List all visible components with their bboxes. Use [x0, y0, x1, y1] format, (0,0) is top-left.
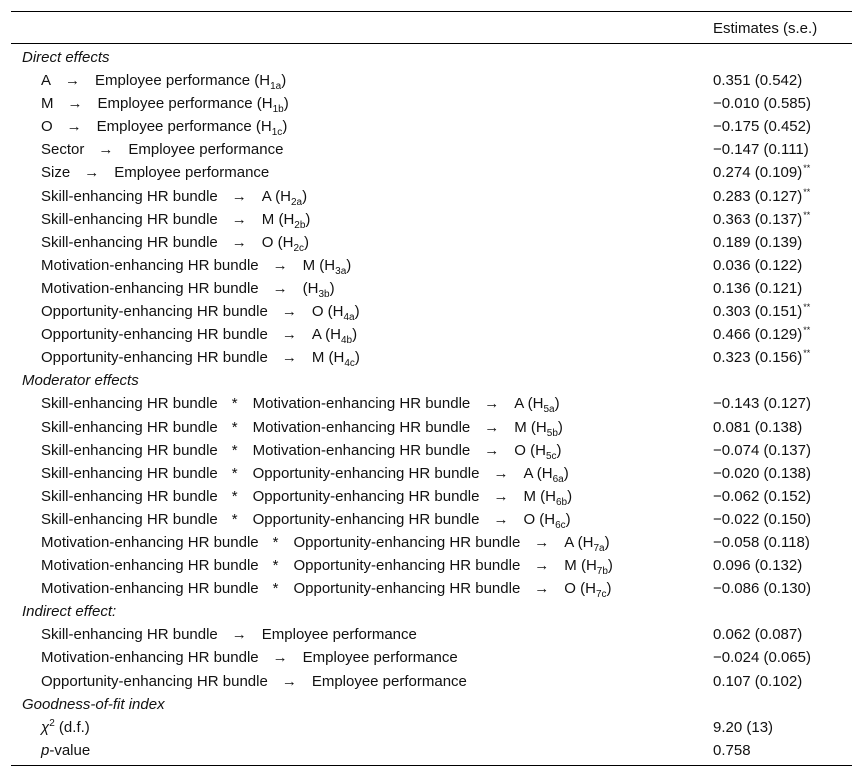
path-term: Motivation-enhancing HR bundle — [41, 557, 259, 575]
section-heading: Goodness-of-fit index — [22, 695, 165, 713]
estimate-value — [713, 580, 811, 597]
path-term: Opportunity-enhancing HR bundle — [293, 533, 521, 551]
closing-paren: ) — [607, 557, 613, 575]
arrow-glyph: → — [281, 326, 297, 344]
table-body — [11, 44, 852, 765]
closing-paren: ) — [329, 279, 335, 297]
arrow-glyph: → — [66, 118, 82, 136]
closing-paren: ) — [281, 72, 287, 90]
estimate-value — [713, 419, 802, 436]
path-term: Employee performance (H — [96, 118, 272, 136]
arrow-glyph: → — [231, 187, 247, 205]
hypothesis-subscript: 6c — [555, 519, 566, 531]
significance-marker: ** — [803, 302, 811, 313]
closing-paren: ) — [567, 487, 573, 505]
interaction-glyph: * — [231, 464, 238, 482]
path-term: Opportunity-enhancing HR bundle — [252, 510, 480, 528]
row-label — [41, 349, 360, 370]
row-label — [41, 118, 288, 139]
path-term: O (H — [523, 510, 556, 528]
interaction-glyph: * — [272, 580, 279, 598]
estimate-text: 0.283 (0.127) — [713, 187, 803, 205]
path-term: Skill-enhancing HR bundle — [41, 464, 218, 482]
hypothesis-subscript: 4a — [343, 312, 355, 324]
estimate-value — [713, 280, 802, 297]
estimate-value — [713, 534, 810, 551]
path-term: Skill-enhancing HR bundle — [41, 233, 218, 251]
arrow-glyph: → — [534, 533, 550, 551]
path-term: Motivation-enhancing HR bundle — [252, 395, 471, 413]
section-heading: Indirect effect: — [22, 603, 117, 621]
arrow-glyph: → — [231, 210, 247, 228]
path-term: M (H — [302, 256, 336, 274]
estimate-text: 9.20 (13) — [713, 718, 774, 736]
table-row — [11, 300, 852, 323]
significance-marker: ** — [803, 186, 811, 197]
results-table — [11, 0, 852, 766]
path-term: Skill-enhancing HR bundle — [41, 395, 218, 413]
hypothesis-subscript: 7a — [593, 542, 605, 554]
estimate-text: −0.074 (0.137) — [713, 441, 811, 459]
row-label — [41, 673, 467, 690]
path-term: O (H — [514, 441, 546, 459]
estimate-text: 0.062 (0.087) — [713, 626, 803, 644]
table-row — [11, 531, 852, 554]
hypothesis-subscript: 5c — [545, 450, 557, 462]
hypothesis-subscript: 3a — [335, 265, 347, 277]
table-row — [11, 392, 852, 415]
section-heading-row — [11, 693, 852, 716]
p-symbol: p — [41, 741, 50, 759]
path-term: Opportunity-enhancing HR bundle — [252, 464, 480, 482]
path-term: Opportunity-enhancing HR bundle — [41, 672, 268, 690]
path-term: Motivation-enhancing HR bundle — [41, 649, 259, 667]
row-label — [41, 141, 283, 158]
arrow-glyph: → — [65, 72, 81, 90]
estimate-text: 0.758 — [713, 741, 751, 759]
interaction-glyph: * — [231, 395, 238, 413]
path-term: O (H — [311, 303, 344, 321]
bottom-rule — [11, 765, 852, 766]
estimate-text: −0.086 (0.130) — [713, 580, 811, 598]
arrow-glyph: → — [231, 233, 247, 251]
section-heading-row — [11, 46, 852, 69]
path-term: Employee performance — [261, 626, 417, 644]
estimate-value — [713, 164, 810, 181]
row-label — [41, 510, 571, 531]
significance-marker: ** — [803, 325, 811, 336]
table-row — [11, 554, 852, 577]
closing-paren: ) — [604, 533, 610, 551]
row-label — [41, 418, 563, 439]
closing-paren: ) — [282, 118, 288, 136]
path-term: O (H — [261, 233, 294, 251]
closing-paren: ) — [565, 510, 571, 528]
estimate-value — [713, 349, 810, 366]
row-label — [41, 441, 562, 462]
estimate-text: −0.175 (0.452) — [713, 118, 811, 136]
estimate-value — [713, 557, 802, 574]
table-row — [11, 670, 852, 693]
section-heading-row — [11, 600, 852, 623]
table-row — [11, 208, 852, 231]
estimate-value — [713, 326, 810, 343]
path-term: Opportunity-enhancing HR bundle — [293, 580, 521, 598]
path-term: M — [41, 95, 54, 113]
estimate-text: 0.303 (0.151) — [713, 303, 803, 321]
arrow-glyph: → — [534, 557, 550, 575]
hypothesis-subscript: 6a — [552, 473, 564, 485]
hypothesis-subscript: 7b — [596, 566, 608, 578]
row-label — [41, 626, 417, 643]
section-heading-row — [11, 369, 852, 392]
row-label — [41, 256, 352, 277]
arrow-glyph: → — [493, 487, 509, 505]
section-heading: Moderator effects — [22, 372, 139, 390]
estimate-value — [713, 626, 802, 643]
table-row — [11, 69, 852, 92]
interaction-glyph: * — [231, 510, 238, 528]
estimate-value — [713, 118, 811, 135]
significance-marker: ** — [803, 209, 811, 220]
arrow-glyph: → — [231, 626, 247, 644]
estimate-value — [713, 95, 811, 112]
path-term: O (H — [564, 580, 596, 598]
estimate-value — [713, 673, 802, 690]
table-row — [11, 716, 852, 739]
estimate-value — [713, 257, 802, 274]
table-row — [11, 577, 852, 600]
arrow-glyph: → — [281, 303, 297, 321]
hypothesis-subscript: 2a — [290, 196, 303, 208]
table-row — [11, 739, 852, 762]
path-term: Employee performance — [302, 649, 458, 667]
interaction-glyph: * — [231, 418, 238, 436]
estimate-value — [713, 649, 811, 666]
significance-marker: ** — [803, 348, 811, 359]
arrow-glyph: → — [67, 95, 83, 113]
arrow-glyph: → — [281, 672, 297, 690]
estimate-text: −0.058 (0.118) — [713, 533, 810, 551]
estimate-text: −0.024 (0.065) — [713, 649, 811, 667]
interaction-glyph: * — [231, 487, 238, 505]
row-label — [41, 233, 310, 254]
closing-paren: ) — [302, 187, 308, 205]
estimate-value — [713, 442, 811, 459]
estimate-text: −0.147 (0.111) — [713, 141, 809, 159]
table-row — [11, 138, 852, 161]
path-term: Motivation-enhancing HR bundle — [252, 418, 471, 436]
path-term: Opportunity-enhancing HR bundle — [293, 557, 521, 575]
estimate-text: 0.036 (0.122) — [713, 256, 803, 274]
row-label — [41, 72, 287, 93]
row-label — [41, 580, 612, 601]
path-term: Motivation-enhancing HR bundle — [252, 441, 471, 459]
closing-paren: ) — [354, 303, 360, 321]
arrow-glyph: → — [98, 141, 114, 159]
table-row — [11, 462, 852, 485]
table-row — [11, 346, 852, 369]
row-label — [41, 649, 458, 666]
arrow-glyph: → — [484, 395, 500, 413]
hypothesis-subscript: 4c — [344, 358, 355, 370]
arrow-glyph: → — [493, 510, 509, 528]
row-label — [41, 95, 289, 116]
closing-paren: ) — [304, 233, 310, 251]
path-term: Sector — [41, 141, 85, 159]
row-label — [41, 279, 335, 300]
row-label — [41, 487, 573, 508]
interaction-glyph: * — [272, 533, 279, 551]
row-label — [41, 164, 269, 181]
estimate-value — [713, 188, 810, 205]
estimate-value — [713, 303, 810, 320]
estimate-text: 0.107 (0.102) — [713, 672, 803, 690]
closing-paren: ) — [557, 418, 563, 436]
path-term: Employee performance — [128, 141, 284, 159]
row-label — [41, 326, 358, 347]
chi-superscript: 2 — [49, 717, 55, 729]
estimate-text: 0.351 (0.542) — [713, 72, 803, 90]
hypothesis-subscript: 1b — [272, 104, 284, 116]
path-term: M (H — [311, 349, 345, 367]
section-heading: Direct effects — [22, 49, 110, 66]
path-term: A (H — [564, 533, 594, 551]
path-term: Skill-enhancing HR bundle — [41, 210, 218, 228]
hypothesis-subscript: 2c — [293, 242, 305, 254]
estimate-text: 0.189 (0.139) — [713, 233, 803, 251]
hypothesis-subscript: 4b — [341, 335, 353, 347]
arrow-glyph: → — [272, 649, 288, 667]
path-term: Employee performance (H — [97, 95, 273, 113]
row-label — [41, 210, 311, 231]
estimate-text: −0.020 (0.138) — [713, 464, 811, 482]
path-term: Skill-enhancing HR bundle — [41, 418, 218, 436]
estimate-text: −0.143 (0.127) — [713, 395, 811, 413]
estimate-value — [713, 465, 811, 482]
hypothesis-subscript: 3b — [318, 288, 330, 300]
table-header — [11, 12, 852, 43]
p-label-rest: -value — [49, 741, 91, 759]
path-term: Employee performance — [311, 672, 467, 690]
table-row — [11, 323, 852, 346]
row-label — [41, 395, 560, 416]
path-term: Skill-enhancing HR bundle — [41, 626, 218, 644]
estimate-text: 0.323 (0.156) — [713, 349, 803, 367]
estimate-text: 0.466 (0.129) — [713, 326, 803, 344]
closing-paren: ) — [354, 349, 360, 367]
path-term: O — [41, 118, 53, 136]
closing-paren: ) — [554, 395, 560, 413]
estimate-value — [713, 395, 811, 412]
arrow-glyph: → — [484, 418, 500, 436]
table-row — [11, 115, 852, 138]
estimate-text: 0.096 (0.132) — [713, 557, 803, 575]
row-label — [41, 303, 360, 324]
path-term: Motivation-enhancing HR bundle — [41, 580, 259, 598]
hypothesis-subscript: 1a — [270, 81, 282, 93]
hypothesis-subscript: 2b — [294, 219, 306, 231]
path-term: Motivation-enhancing HR bundle — [41, 256, 259, 274]
path-term: A — [41, 72, 52, 90]
table-row — [11, 254, 852, 277]
hypothesis-subscript: 1c — [271, 127, 283, 139]
arrow-glyph: → — [272, 279, 288, 297]
table-row — [11, 185, 852, 208]
estimate-text: −0.062 (0.152) — [713, 487, 811, 505]
row-label — [41, 742, 90, 759]
arrow-glyph: → — [534, 580, 550, 598]
path-term: Motivation-enhancing HR bundle — [41, 279, 259, 297]
path-term: Skill-enhancing HR bundle — [41, 510, 218, 528]
estimate-value — [713, 211, 810, 228]
table-row — [11, 439, 852, 462]
path-term: M (H — [261, 210, 295, 228]
path-term: Employee performance (H — [95, 72, 271, 90]
closing-paren: ) — [283, 95, 289, 113]
table-row — [11, 92, 852, 115]
chi-label-rest: (d.f.) — [54, 718, 90, 736]
hypothesis-subscript: 5b — [546, 427, 558, 439]
path-term: Skill-enhancing HR bundle — [41, 187, 218, 205]
estimate-value — [713, 511, 811, 528]
estimate-text: 0.274 (0.109) — [713, 164, 803, 182]
arrow-glyph: → — [84, 164, 100, 182]
path-term: Skill-enhancing HR bundle — [41, 487, 218, 505]
closing-paren: ) — [556, 441, 562, 459]
interaction-glyph: * — [231, 441, 238, 459]
estimate-text: −0.022 (0.150) — [713, 510, 811, 528]
estimate-value — [713, 719, 773, 736]
path-term: M (H — [564, 557, 597, 575]
estimate-value — [713, 72, 802, 89]
path-term: Opportunity-enhancing HR bundle — [252, 487, 480, 505]
interaction-glyph: * — [272, 557, 279, 575]
path-term: A (H — [523, 464, 553, 482]
path-term: Opportunity-enhancing HR bundle — [41, 303, 268, 321]
arrow-glyph: → — [281, 349, 297, 367]
closing-paren: ) — [305, 210, 311, 228]
table-row — [11, 231, 852, 254]
estimates-column-header: Estimates (s.e.) — [713, 20, 818, 37]
path-term: Opportunity-enhancing HR bundle — [41, 349, 268, 367]
path-term: (H — [302, 279, 319, 297]
significance-marker: ** — [803, 163, 811, 174]
path-term: Opportunity-enhancing HR bundle — [41, 326, 268, 344]
estimate-value — [713, 742, 751, 759]
closing-paren: ) — [346, 256, 352, 274]
closing-paren: ) — [563, 464, 569, 482]
closing-paren: ) — [352, 326, 358, 344]
estimate-value — [713, 234, 802, 251]
row-label — [41, 557, 613, 578]
path-term: Skill-enhancing HR bundle — [41, 441, 218, 459]
table-row — [11, 277, 852, 300]
hypothesis-subscript: 5a — [543, 404, 555, 416]
path-term: M (H — [514, 418, 547, 436]
path-term: Motivation-enhancing HR bundle — [41, 533, 259, 551]
table-row — [11, 416, 852, 439]
path-term: M (H — [523, 487, 556, 505]
path-term: A (H — [311, 326, 341, 344]
path-term: Employee performance — [114, 164, 270, 182]
row-label — [41, 719, 90, 736]
path-term: Size — [41, 164, 71, 182]
path-term: A (H — [261, 187, 291, 205]
table-row — [11, 623, 852, 646]
table-row — [11, 646, 852, 669]
arrow-glyph: → — [484, 441, 500, 459]
table-row — [11, 485, 852, 508]
table-row — [11, 161, 852, 184]
table-row — [11, 508, 852, 531]
estimate-value — [713, 488, 811, 505]
path-term: A (H — [514, 395, 544, 413]
estimate-text: −0.010 (0.585) — [713, 95, 811, 113]
chi-symbol: χ — [41, 718, 50, 736]
row-label — [41, 533, 610, 554]
arrow-glyph: → — [493, 464, 509, 482]
estimate-value — [713, 141, 809, 158]
estimate-text: 0.363 (0.137) — [713, 210, 803, 228]
estimate-text: 0.136 (0.121) — [713, 279, 803, 297]
arrow-glyph: → — [272, 256, 288, 274]
closing-paren: ) — [606, 580, 612, 598]
row-label — [41, 187, 308, 208]
row-label — [41, 464, 569, 485]
hypothesis-subscript: 6b — [555, 496, 568, 508]
estimate-text: 0.081 (0.138) — [713, 418, 803, 436]
hypothesis-subscript: 7c — [595, 589, 607, 601]
